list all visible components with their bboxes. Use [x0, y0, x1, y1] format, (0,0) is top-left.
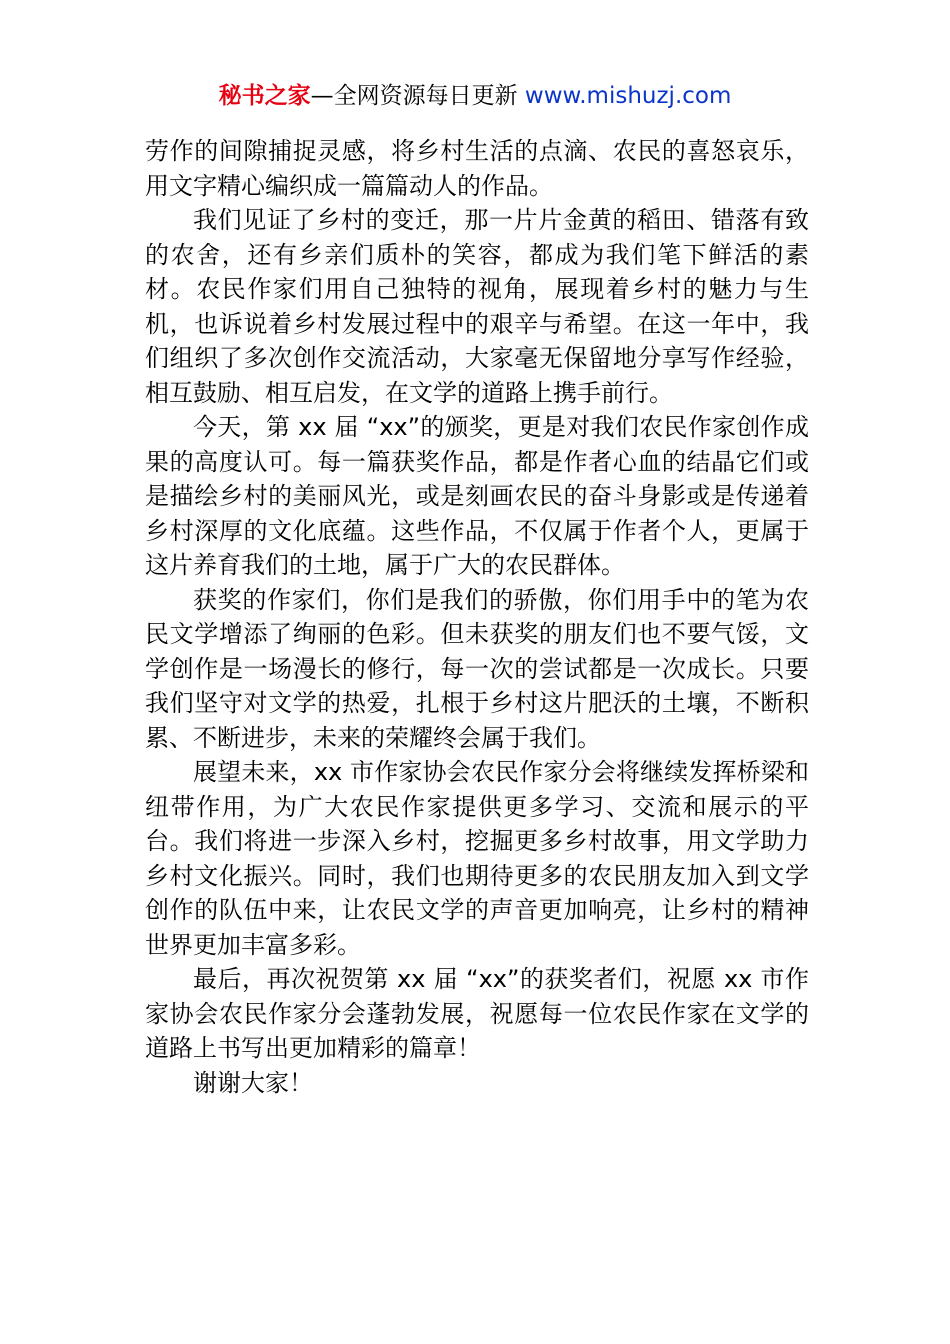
paragraph: 获奖的作家们，你们是我们的骄傲，你们用手中的笔为农民文学增添了绚丽的色彩。但未获奖的朋友们也不要气馁，文学创作是一场漫长的修行，每一次的尝试都是一次成长。只要我们坚守对文学的热爱，扎根于乡村这片肥沃的土壤，不断积累、不断进步，未来的荣耀终会属于我们。 — [145, 585, 809, 752]
paragraph: 最后，再次祝贺第 xx 届 “xx”的获奖者们，祝愿 xx 市作家协会农民作家分会蓬勃发展，祝愿每一位农民作家在文学的道路上书写出更加精彩的篇章！ — [145, 965, 809, 1062]
paragraph: 今天，第 xx 届 “xx”的颁奖，更是对我们农民作家创作成果的高度认可。每一篇获奖作品，都是作者心血的结晶它们或是描绘乡村的美丽风光，或是刻画农民的奋斗身影或是传递着乡村深厚的文化底蕴。这些作品，不仅属于作者个人，更属于这片养育我们的土地，属于广大的农民群体。 — [145, 413, 809, 579]
site-brand: 秘书之家 — [218, 83, 311, 109]
page-header — [0, 80, 950, 112]
closing-line: 谢谢大家！ — [193, 1068, 313, 1097]
document-body — [145, 134, 809, 1100]
paragraph: 展望未来，xx 市作家协会农民作家分会将继续发挥桥梁和纽带作用，为广大农民作家提供更多学习、交流和展示的平台。我们将进一步深入乡村，挖掘更多乡村故事，用文学助力乡村文化振兴。同时，我们也期待更多的农民朋友加入到文学创作的队伍中来，让农民文学的声音更加响亮，让乡村的精神世界更加丰富多彩。 — [145, 758, 809, 959]
paragraph: 我们见证了乡村的变迁，那一片片金黄的稻田、错落有致的农舍，还有乡亲们质朴的笑容，都成为我们笔下鲜活的素材。农民作家们用自己独特的视角，展现着乡村的魅力与生机，也诉说着乡村发展过程中的艰辛与希望。在这一年中，我们组织了多次创作交流活动，大家毫无保留地分享写作经验，相互鼓励、相互启发，在文学的道路上携手前行。 — [145, 206, 809, 407]
site-url-link[interactable]: www.mishuzj.com — [524, 83, 732, 109]
site-tagline: —全网资源每日更新 — [310, 83, 518, 109]
paragraph-continued: 劳作的间隙捕捉灵感，将乡村生活的点滴、农民的喜怒哀乐，用文字精心编织成一篇篇动人的作品。 — [145, 137, 809, 200]
